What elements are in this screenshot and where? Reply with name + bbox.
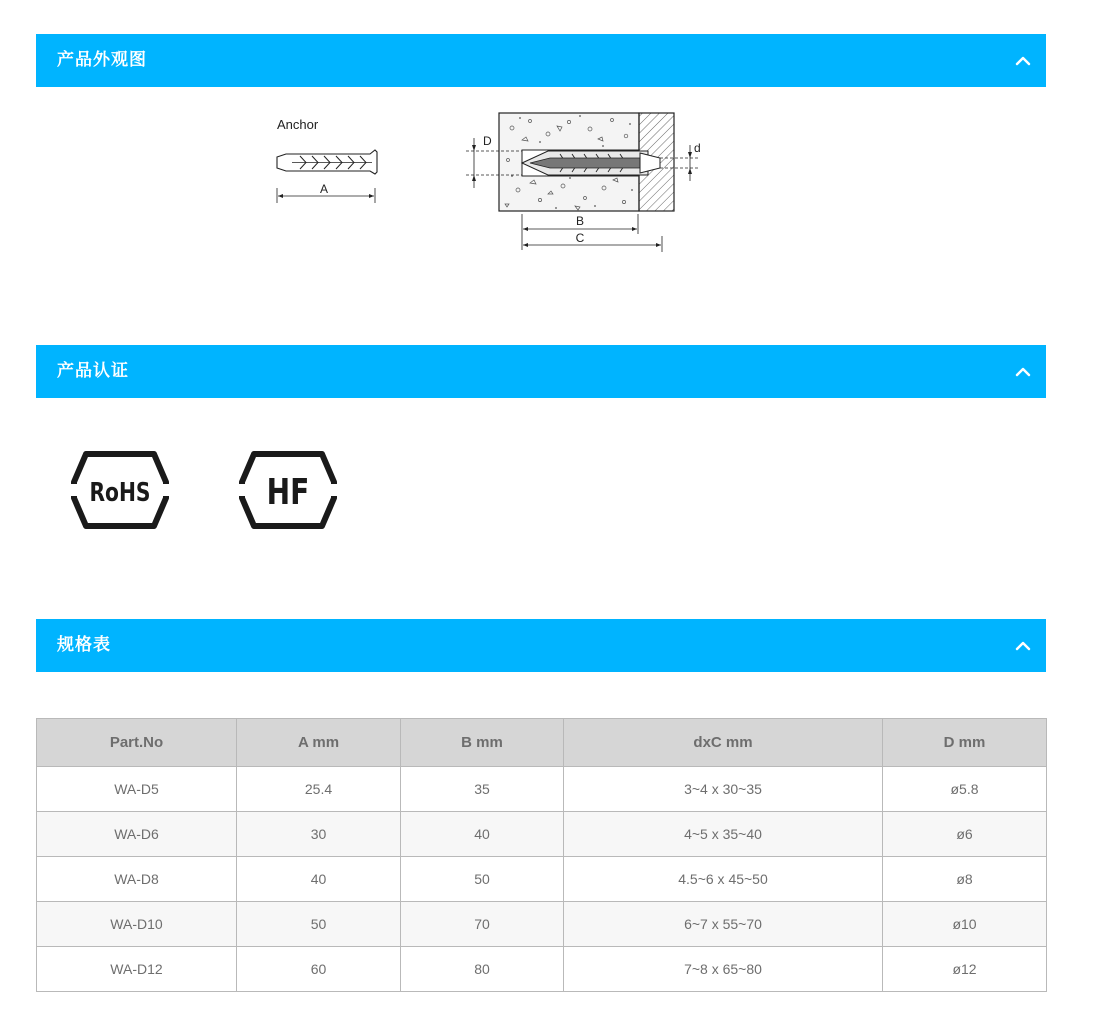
- table-cell: WA-D8: [37, 857, 237, 902]
- column-header: D mm: [883, 719, 1047, 767]
- table-cell: 3~4 x 30~35: [564, 767, 883, 812]
- anchor-label: Anchor: [277, 117, 319, 132]
- section-header-spec[interactable]: [36, 619, 1046, 672]
- table-cell: ø10: [883, 902, 1047, 947]
- table-cell: 40: [237, 857, 401, 902]
- rohs-mark-text: RoHS: [89, 477, 151, 508]
- table-cell: 40: [401, 812, 564, 857]
- table-cell: 70: [401, 902, 564, 947]
- table-cell: 30: [237, 812, 401, 857]
- table-row: [37, 902, 1047, 947]
- section-title-certification: 产品认证: [57, 361, 129, 381]
- hf-mark-text: HF: [266, 470, 310, 513]
- table-cell: 4.5~6 x 45~50: [564, 857, 883, 902]
- anchor-icon: [277, 150, 377, 174]
- dim-label-c: C: [575, 231, 585, 245]
- table-cell: 50: [401, 857, 564, 902]
- table-cell: 7~8 x 65~80: [564, 947, 883, 992]
- table-cell: ø5.8: [883, 767, 1047, 812]
- hf-mark-icon: [236, 448, 340, 532]
- installation-diagram: [499, 113, 674, 211]
- section-header-certification[interactable]: [36, 345, 1046, 398]
- table-cell: 6~7 x 55~70: [564, 902, 883, 947]
- table-header-row: [37, 719, 1047, 767]
- table-row: [37, 767, 1047, 812]
- dim-label-d-lower: d: [694, 141, 701, 155]
- table-row: [37, 947, 1047, 992]
- anchor-diagram: [0, 0, 1104, 300]
- table-cell: 4~5 x 35~40: [564, 812, 883, 857]
- table-cell: ø12: [883, 947, 1047, 992]
- table-cell: WA-D5: [37, 767, 237, 812]
- dim-label-a: A: [319, 182, 329, 196]
- rohs-mark-icon: [68, 448, 172, 532]
- table-cell: WA-D10: [37, 902, 237, 947]
- column-header: A mm: [237, 719, 401, 767]
- column-header: dxC mm: [564, 719, 883, 767]
- dim-label-d-upper: D: [483, 134, 492, 148]
- table-cell: 50: [237, 902, 401, 947]
- column-header: Part.No: [37, 719, 237, 767]
- column-header: B mm: [401, 719, 564, 767]
- table-row: [37, 812, 1047, 857]
- spec-table: [36, 718, 1047, 992]
- table-cell: 25.4: [237, 767, 401, 812]
- table-cell: 60: [237, 947, 401, 992]
- dim-label-b: B: [575, 214, 585, 228]
- table-cell: WA-D6: [37, 812, 237, 857]
- section-title-appearance: 产品外观图: [57, 50, 147, 70]
- table-cell: 35: [401, 767, 564, 812]
- section-title-spec: 规格表: [57, 635, 111, 655]
- table-cell: 80: [401, 947, 564, 992]
- chevron-up-icon[interactable]: [1014, 637, 1032, 655]
- table-cell: ø8: [883, 857, 1047, 902]
- table-cell: WA-D12: [37, 947, 237, 992]
- table-row: [37, 857, 1047, 902]
- table-cell: ø6: [883, 812, 1047, 857]
- chevron-up-icon[interactable]: [1014, 363, 1032, 381]
